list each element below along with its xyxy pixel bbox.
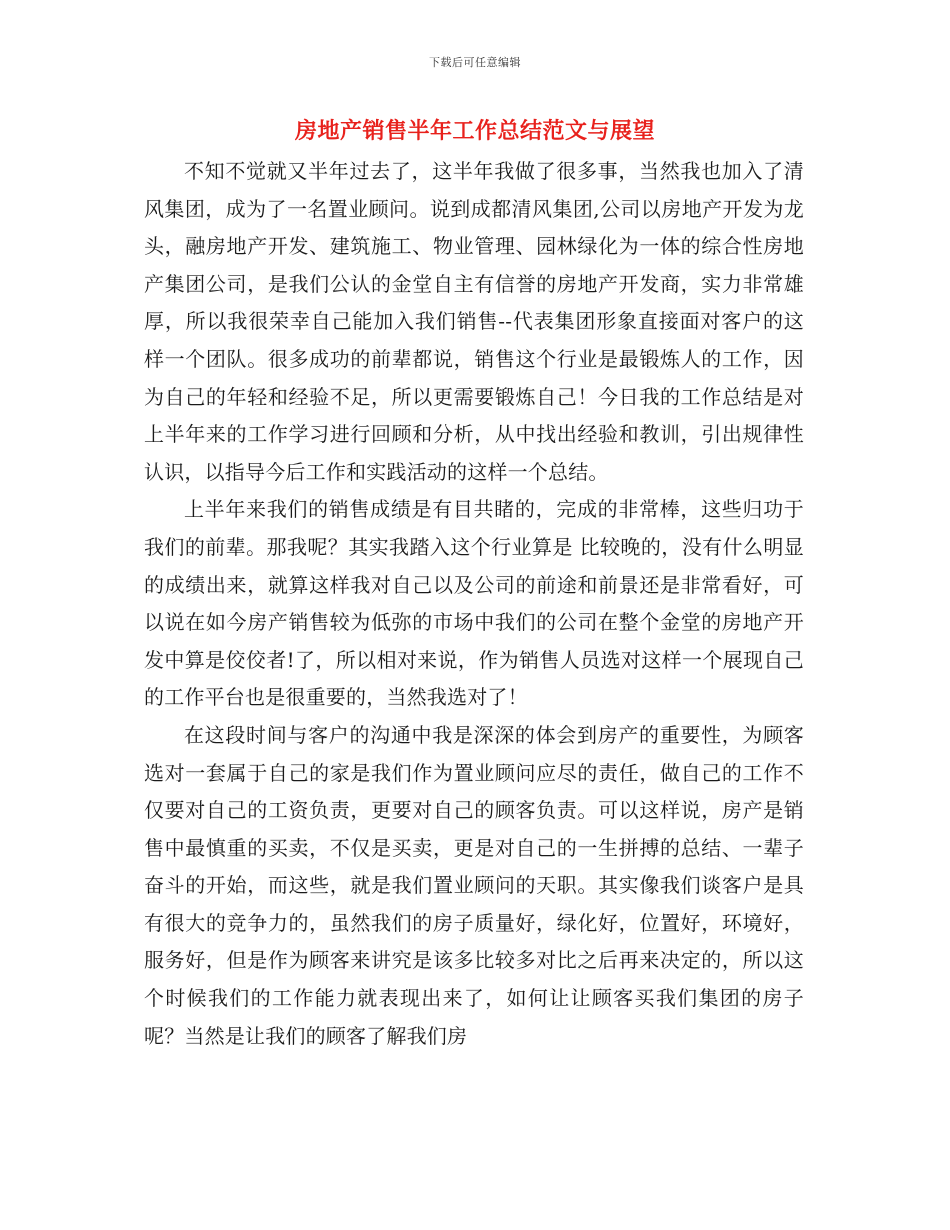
paragraph: 不知不觉就又半年过去了，这半年我做了很多事，当然我也加入了清风集团，成为了一名置业顾问。说到成都清风集团,公司以房地产开发为龙头，融房地产开发、建筑施工、物业管理、园林绿化为一体的综合性房地产集团公司，是我们公认的金堂自主有信誉的房地产开发商，实力非常雄厚，所以我很荣幸自己能加入我们销售--代表集团形象直接面对客户的这样一个团队。很多成功的前辈都说，销售这个行业是最锻炼人的工作，因为自己的年轻和经验不足，所以更需要锻炼自己！今日我的工作总结是对上半年来的工作学习进行回顾和分析，从中找出经验和教训，引出规律性认识，以指导今后工作和实践活动的这样一个总结。 [144, 159, 804, 484]
document-title: 房地产销售半年工作总结范文与展望 [294, 118, 655, 144]
document-body [144, 153, 804, 1055]
page-header-note: 下载后可任意编辑 [429, 56, 521, 69]
paragraph: 上半年来我们的销售成绩是有目共睹的，完成的非常棒，这些归功于我们的前辈。那我呢？其实我踏入这个行业算是 比较晚的，没有什么明显的成绩出来，就算这样我对自己以及公司的前途和前景还是非常看好，可以说在如今房产销售较为低弥的市场中我们的公司在整个金堂的房地产开发中算是佼佼者!了，所以相对来说，作为销售人员选对这样一个展现自己的工作平台也是很重要的，当然我选对了！ [144, 497, 804, 710]
paragraph: 在这段时间与客户的沟通中我是深深的体会到房产的重要性，为顾客选对一套属于自己的家是我们作为置业顾问应尽的责任，做自己的工作不仅要对自己的工资负责，更要对自己的顾客负责。可以这样说，房产是销售中最慎重的买卖，不仅是买卖，更是对自己的一生拼搏的总结、一辈子奋斗的开始，而这些，就是我们置业顾问的天职。其实像我们谈客户是具有很大的竞争力的，虽然我们的房子质量好，绿化好，位置好，环境好，服务好，但是作为顾客来讲究是该多比较多对比之后再来决定的，所以这个时候我们的工作能力就表现出来了，如何让让顾客买我们集团的房子呢？当然是让我们的顾客了解我们房 [144, 722, 804, 1048]
